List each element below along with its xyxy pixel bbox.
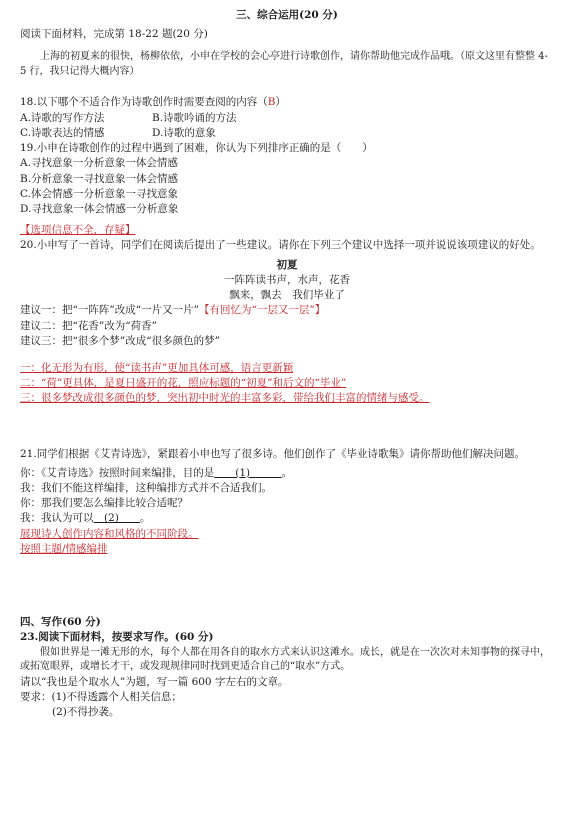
q23-material: 假如世界是一滩无形的水，每个人都在用各自的取水方式来认识这滩水。成长，就是在一次次对未知事物的探寻中，或拓宽眼界，或增长才干，或发现规律同时找到更适合自己的“取水”方式。 [20,646,550,673]
section4-title: 四、写作(60 分) [20,616,101,629]
q21-line-3: 你：那我们要怎么编排比较合适呢？ [20,497,188,510]
q21-blank-2: (2) [93,512,140,525]
q19-stem: 19.小申在诗歌创作的过程中遇到了困难，你认为下列排序正确的是（ ） [20,142,373,155]
q23-title: 23.阅读下面材料，按要求写作。(60 分) [20,631,214,644]
q21-line-4-post: 。 [139,512,151,525]
q21-answer-2: 按照主题/情感编排 [20,542,108,555]
q21-answer-1: 展现诗人创作内容和风格的不同阶段。 [20,527,199,540]
q20-suggestion-2: 建议二：把“花香”改为“荷香” [20,319,157,332]
q18-close: ） [275,96,286,109]
q21-line-1 [20,466,554,481]
q20-answer-2: 二：“荷”更具体，是夏日盛开的花，照应标题的“初夏”和后文的“毕业” [20,377,347,390]
q18-stem [20,95,554,110]
q21-stem: 21.同学们根据《艾青诗选》，紧跟着小申也写了很多诗。他们创作了《毕业诗歌集》请你帮助他们解决问题。 [20,447,525,460]
q18-options-row-1 [20,111,554,126]
q20-suggestion-1 [20,303,554,318]
q19-option-d: D.寻找意象一体会情感一分析意象 [20,202,179,215]
q21-line-4 [20,511,554,526]
q23-req-1: (1)不得透露个人相关信息； [51,690,182,703]
q18-options-row-2 [20,126,554,141]
poem-line-1: 一阵阵读书声，水声，花香 [224,273,350,286]
q21-line-4-pre: 我：我认为可以 [20,512,94,525]
q18-option-b: B.诗歌吟诵的方法 [152,111,237,124]
suggestion-1-note: 【有回忆为“一层又一层”】 [198,304,326,317]
q20-answer-3: 三：很多梦改成很多颜色的梦，突出初中时光的丰富多彩，带给我们丰富的情绪与感受。 [20,392,430,405]
q18-option-c: C.诗歌表达的情感 [20,126,105,139]
q19-option-a: A.寻找意象一分析意象一体会情感 [20,157,178,170]
q18-option-d: D.诗歌的意象 [152,126,216,139]
q19-option-b: B.分析意象一寻找意象一体会情感 [20,172,179,185]
poem-title: 初夏 [276,258,298,271]
q23-task: 请以“我也是个取水人”为题，写一篇 600 字左右的文章。 [20,675,289,688]
q19-note: 【选项信息不全，存疑】 [20,224,136,237]
q23-requirement-2: (2)不得抄袭。 [52,706,120,718]
q21-line-2: 我：我们不能这样编排，这种编排方式并不合适我们。 [20,482,272,495]
q20-suggestion-3: 建议三：把“很多个梦”改成“很多颜色的梦” [20,334,220,347]
q18-answer: B [267,96,276,109]
q23-req-label: 要求： [20,690,52,703]
section3-intro: 上海的初夏来的很快，杨柳依依，小申在学校的会心亭进行诗歌创作，请你帮助他完成作品哦。（原文这里有整整 4-5 行，我只记得大概内容） [20,51,548,77]
section3-title: 三、综合运用(20 分) [236,9,338,21]
q19-option-c: C.体会情感一分析意象一寻找意象 [20,187,178,200]
q21-line-1-post: 。 [281,466,293,479]
q20-answer-1: 一：化无形为有形，使“读书声”更加具体可感，语言更新颖 [20,361,294,374]
q20-stem: 20.小申写了一首诗，同学们在阅读后提出了一些建议。请你在下列三个建议中选择一项并说说该项建议的好处。 [20,239,541,252]
q18-option-a: A.诗歌的写作方法 [20,111,105,124]
q21-line-1-pre: 你：《艾青诗选》按照时间来编排，目的是 [20,466,215,479]
poem-line-2: 飘来，飘去 我们毕业了 [229,289,345,302]
q23-requirement-1 [20,690,554,705]
section3-instruction: 阅读下面材料，完成第 18-22 题(20 分) [20,28,208,41]
q18-stem-text: 18.以下哪个不适合作为诗歌创作时需要查阅的内容（ [20,96,268,109]
q21-blank-1: (1) [214,466,282,479]
suggestion-1-text: 建议一：把“一阵阵”改成“一片又一片” [20,304,199,317]
